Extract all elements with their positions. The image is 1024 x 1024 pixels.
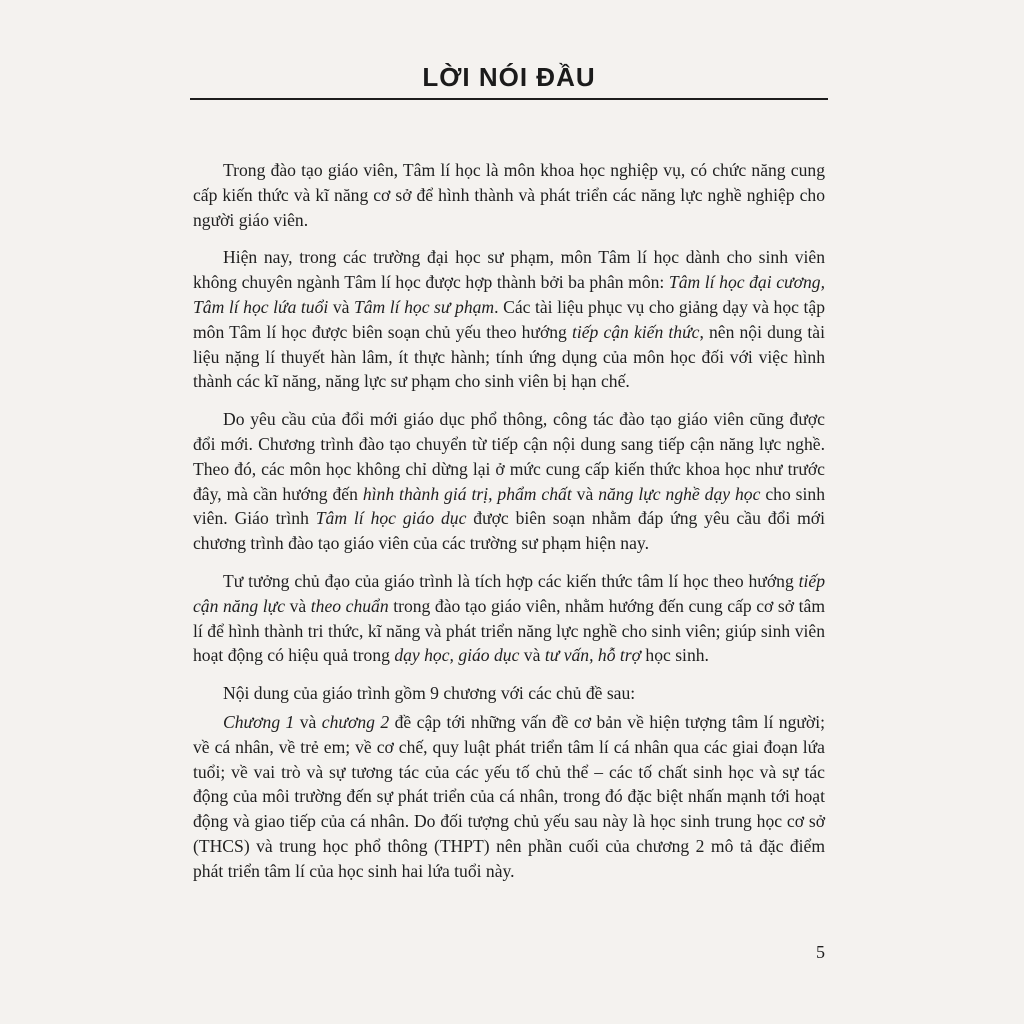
italic-text: tiếp cận kiến thức bbox=[571, 321, 700, 342]
text-run: Hiện nay, trong các trường đại học sư phạm, môn Tâm lí học dành cho sinh viên không chuyên ngành Tâm lí học được hợp thành bởi ba phân môn: bbox=[193, 247, 825, 293]
italic-text: tiếp cận năng lực bbox=[193, 570, 825, 616]
italic-text: Tâm lí học sư phạm bbox=[353, 296, 495, 317]
text-run: học sinh. bbox=[641, 645, 709, 666]
paragraph bbox=[193, 245, 825, 394]
page-title: LỜI NÓI ĐẦU bbox=[422, 62, 596, 92]
heading-rule bbox=[190, 58, 828, 100]
text-run: , nên nội dung tài liệu nặng lí thuyết hàn lâm, ít thực hành; tính ứng dụng của môn học đối với việc hình thành các kĩ năng, năng lực sư phạm cho sinh viên bị hạn chế. bbox=[193, 321, 825, 392]
italic-text: hình thành giá trị, phẩm chất bbox=[362, 483, 572, 504]
italic-text: theo chuẩn bbox=[310, 595, 389, 616]
text-run: Trong đào tạo giáo viên, Tâm lí học là môn khoa học nghiệp vụ, có chức năng cung cấp kiến thức và kĩ năng cơ sở để hình thành và phát triển các năng lực nghề nghiệp cho người giáo viên. bbox=[193, 160, 825, 230]
italic-text: tư vấn, hỗ trợ bbox=[544, 645, 642, 666]
body-text bbox=[193, 158, 825, 897]
text-run: được biên soạn nhằm đáp ứng yêu cầu đổi mới chương trình đào tạo giáo viên của các trường sư phạm hiện nay. bbox=[193, 508, 825, 554]
text-run: và bbox=[571, 483, 599, 504]
text-run: và bbox=[285, 595, 311, 616]
page-number: 5 bbox=[816, 942, 825, 962]
text-run: và bbox=[519, 645, 545, 666]
italic-text: Tâm lí học giáo dục bbox=[315, 508, 467, 529]
text-run: và bbox=[294, 711, 322, 732]
paragraph bbox=[193, 158, 825, 232]
text-run: . Các tài liệu phục vụ cho giảng dạy và học tập môn Tâm lí học được biên soạn chủ yếu theo hướng bbox=[193, 296, 825, 342]
text-run: đề cập tới những vấn đề cơ bản về hiện tượng tâm lí người; về cá nhân, về trẻ em; về cơ chế, quy luật phát triển tâm lí cá nhân qua các giai đoạn lứa tuổi; về vai trò và sự tương tác của các yếu tố chủ thể – các tố chất sinh học và sự tác động của môi trường đến sự phát triển của cá nhân, trong đó đặc biệt nhấn mạnh tới hoạt động và giao tiếp của cá nhân. Do đối tượng chủ yếu sau này là học sinh trung học cơ sở (THCS) và trung học phổ thông (THPT) nên phần cuối của chương 2 mô tả đặc điểm phát triển tâm lí của học sinh hai lứa tuổi này. bbox=[193, 711, 825, 881]
paragraph bbox=[193, 710, 825, 884]
italic-text: Tâm lí học đại cương, Tâm lí học lứa tuổi bbox=[193, 272, 825, 317]
text-run: Nội dung của giáo trình gồm 9 chương với các chủ đề sau: bbox=[223, 683, 636, 704]
italic-text: dạy học, giáo dục bbox=[394, 645, 520, 666]
italic-text: năng lực nghề dạy học bbox=[598, 483, 761, 504]
text-run: Do yêu cầu của đổi mới giáo dục phổ thông, công tác đào tạo giáo viên cũng được đổi mới. Chương trình đào tạo chuyển từ tiếp cận nội dung sang tiếp cận năng lực nghề. Theo đó, các môn học không chỉ dừng lại ở mức cung cấp kiến thức khoa học như trước đây, mà cần hướng đến bbox=[193, 409, 825, 504]
paragraph bbox=[193, 569, 825, 668]
italic-text: Chương 1 bbox=[223, 711, 295, 732]
italic-text: chương 2 bbox=[321, 711, 390, 732]
text-run: Tư tưởng chủ đạo của giáo trình là tích hợp các kiến thức tâm lí học theo hướng bbox=[223, 570, 799, 591]
text-run: cho sinh viên. Giáo trình bbox=[193, 483, 825, 529]
paragraph bbox=[193, 681, 825, 706]
text-run: và bbox=[328, 296, 354, 317]
text-run: trong đào tạo giáo viên, nhằm hướng đến cung cấp cơ sở tâm lí để hình thành tri thức, kĩ năng và phát triển năng lực nghề cho sinh viên; giúp sinh viên hoạt động có hiệu quả trong bbox=[193, 595, 826, 666]
paragraph bbox=[193, 407, 825, 556]
